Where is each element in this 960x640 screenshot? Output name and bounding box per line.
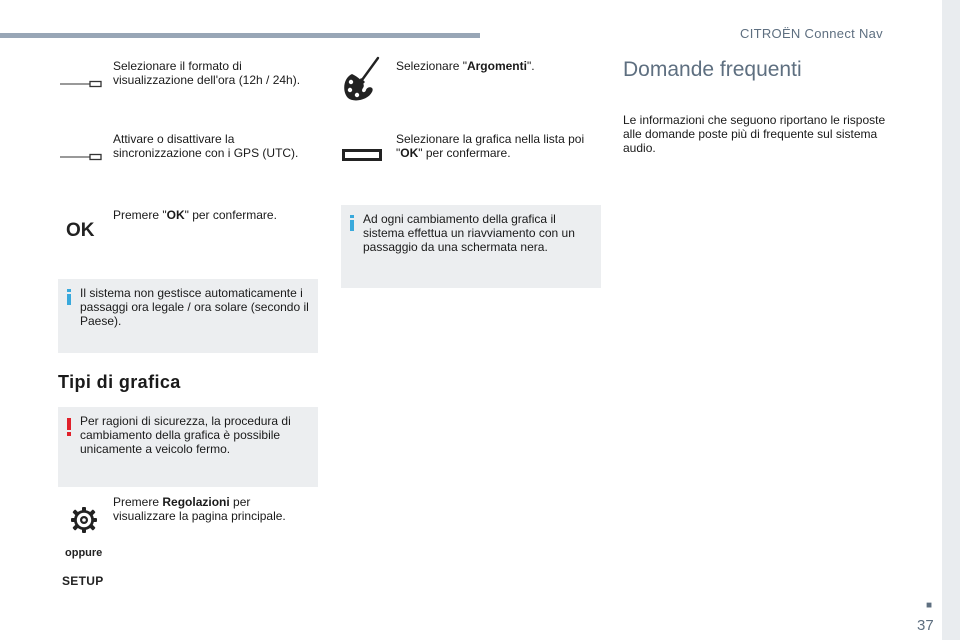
manual-title: CITROËN Connect Nav: [740, 26, 883, 41]
info-box-dst: [58, 279, 318, 353]
faq-intro: Le informazioni che seguono riportano le risposte alle domande poste più di frequente sul sistema audio.: [623, 113, 886, 155]
warning-box: [58, 407, 318, 487]
header-rule: [0, 33, 480, 38]
setup-label: SETUP: [62, 574, 104, 588]
page-marker: ■: [926, 600, 933, 611]
list-bar-icon: [342, 149, 382, 161]
gear-icon: [70, 506, 98, 534]
step-gps-sync: Attivare o disattivare la sincronizzazione con i GPS (UTC).: [113, 132, 299, 160]
section-title: Tipi di grafica: [58, 372, 181, 392]
warning-text: Per ragioni di sicurezza, la procedura di cambiamento della grafica è possibile unicamente a veicolo fermo.: [80, 414, 291, 456]
info-icon: [67, 289, 71, 305]
step-graphic: Selezionare la grafica nella lista poi "OK" per confermare.: [396, 132, 585, 160]
step-topics: Selezionare "Argomenti".: [396, 59, 535, 73]
slider-icon: [60, 153, 102, 161]
info-icon: [350, 215, 354, 231]
warning-icon: [67, 418, 71, 436]
oppure-label: oppure: [65, 547, 103, 559]
faq-title: Domande frequenti: [623, 58, 802, 81]
palette-icon: [342, 56, 382, 102]
step-confirm: Premere "OK" per confermare.: [113, 208, 277, 222]
step-settings: Premere Regolazioni per visualizzare la pagina principale.: [113, 495, 286, 523]
step-time-format: Selezionare il formato di visualizzazione dell'ora (12h / 24h).: [113, 59, 301, 87]
info-dst-text: Il sistema non gestisce automaticamente i passaggi ora legale / ora solare (secondo il Paese).: [80, 286, 309, 328]
slider-icon: [60, 80, 102, 88]
ok-icon: OK: [66, 220, 95, 241]
page-number: 37: [917, 617, 934, 634]
page-edge-strip: [942, 0, 960, 640]
info-box-restart: [341, 205, 601, 288]
info-restart-text: Ad ogni cambiamento della grafica il sistema effettua un riavviamento con un passaggio da una schermata nera.: [363, 212, 575, 254]
